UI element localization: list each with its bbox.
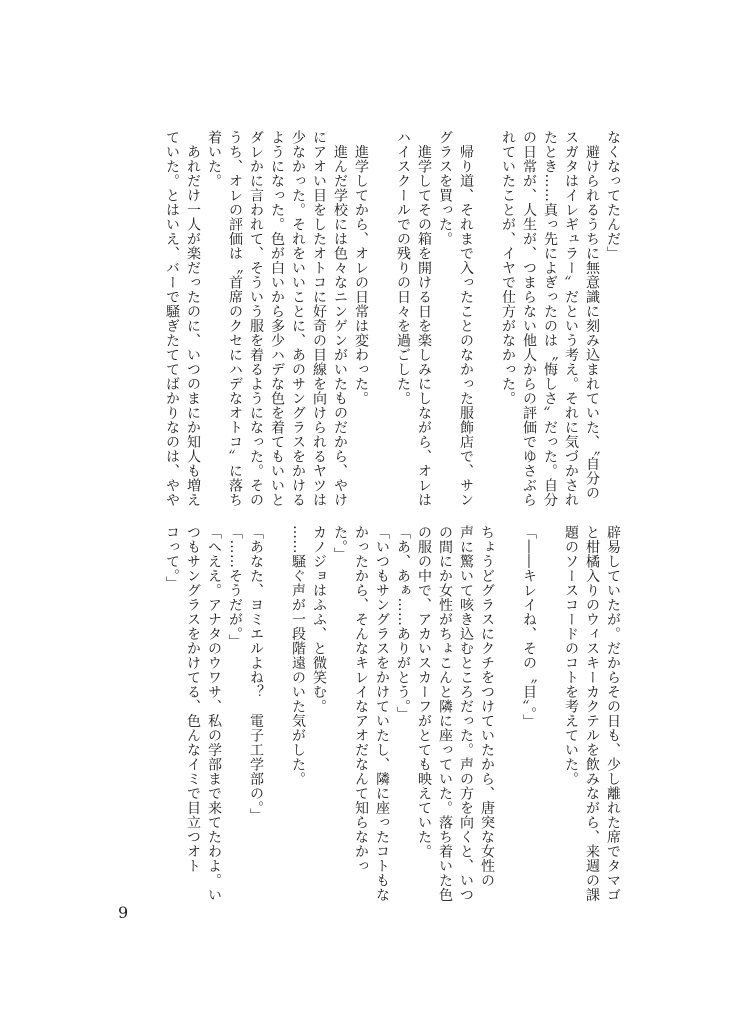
text-line: たとき……真っ先によぎったのは〝悔しさ〟だった。自分: [542, 130, 558, 507]
text-line: の服の中で、アカいスカーフがとても映えていた。: [416, 525, 432, 859]
text-line: [476, 130, 497, 485]
text-line: ちょうどグラスにクチをつけていたから、唐突な女性の: [479, 525, 495, 888]
text-line: にアオい目をしたオトコに好奇の目線を向けられるヤツは: [311, 130, 327, 507]
text-line: [539, 525, 560, 880]
text-line: カノジョはふふ、と微笑む。: [311, 525, 327, 714]
text-line: かったから、そんなキレイなアオだなんて知らなかっ: [353, 525, 369, 873]
text-line: [371, 130, 392, 485]
text-line: 着いた。: [206, 130, 222, 188]
text-line: 辟易していたが。だからその日も、少し離れた席でタマゴ: [605, 525, 621, 902]
text-line: 声に驚いて咳き込むところだった。声の方を向くと、いつ: [458, 525, 474, 902]
lower-text-block: [123, 525, 623, 902]
text-line: あれだけ一人が楽だったのに、いつのまにか知人も増え: [185, 130, 201, 507]
text-line: 題のソースコードのコトを考えていた。: [563, 525, 579, 786]
text-line: 少なかった。それをいいことに、あのサングラスをかける: [290, 130, 306, 507]
text-line: なくなってたんだ」: [605, 130, 621, 261]
text-line: 「いつもサングラスをかけていたし、隣に座ったコトもな: [374, 525, 390, 902]
text-line: 「――キレイね、その〝目〟。」: [521, 525, 537, 729]
text-line: [497, 525, 518, 880]
text-line: 進んだ学校には色々なニンゲンがいたものだから、やけ: [332, 130, 348, 507]
text-line: 帰り道、それまで入ったことのなかった服飾店で、サン: [458, 130, 474, 507]
text-line: 進学してその箱を開ける日を楽しみにしながら、オレは: [416, 130, 432, 507]
text-line: と柑橘入りのウィスキーカクテルを飲みながら、来週の課: [584, 525, 600, 902]
text-line: スガタはイレギュラー〟だという考え。それに気づかされ: [563, 130, 579, 507]
text-line: つもサングラスをかけてる、色んなイミで目立つオト: [185, 525, 201, 873]
text-line: 「あなた、ヨミエルよね？ 電子工学部の。」: [248, 525, 264, 823]
text-line: ……騒ぐ声が一段階遠のいた気がした。: [290, 525, 306, 786]
text-line: ていた。とはいえ、バーで騒ぎたててばかりなのは、やや: [164, 130, 180, 507]
text-line: 「へええ。アナタのウワサ、私の学部まで来てたわよ。い: [206, 525, 222, 902]
text-line: グラスを買った。: [437, 130, 453, 246]
text-line: ダレかに言われて、そういう服を着るようになった。その: [248, 130, 264, 507]
text-line: ようになった。色が白いから多少ハデな色を着てもいいと: [269, 130, 285, 507]
text-line: ハイスクールでの残りの日々を過ごした。: [395, 130, 411, 406]
text-line: れていたことが、イヤで仕方がなかった。: [500, 130, 516, 406]
text-line: の間にか女性がちょこんと隣に座っていた。落ち着いた色: [437, 525, 453, 902]
text-line: 「あ、あぁ……ありがとう。」: [395, 525, 411, 721]
upper-text-block: [123, 130, 623, 507]
text-line: 進学してから、オレの日常は変わった。: [353, 130, 369, 406]
text-line: 避けられるうちに無意識に刻み込まれていた、〝自分の: [584, 130, 600, 500]
text-line: の日常が、人生が、つまらない他人からの評価でゆさぶら: [521, 130, 537, 507]
text-line: 「……そうだが。」: [227, 525, 243, 649]
text-line: た。」: [332, 525, 348, 562]
text-line: [266, 525, 287, 880]
text-line: コって。」: [164, 525, 180, 591]
text-line: うち、オレの評価は〝首席のクセにハデなオトコ〟に落ち: [227, 130, 243, 507]
page-number: 9: [118, 903, 129, 922]
